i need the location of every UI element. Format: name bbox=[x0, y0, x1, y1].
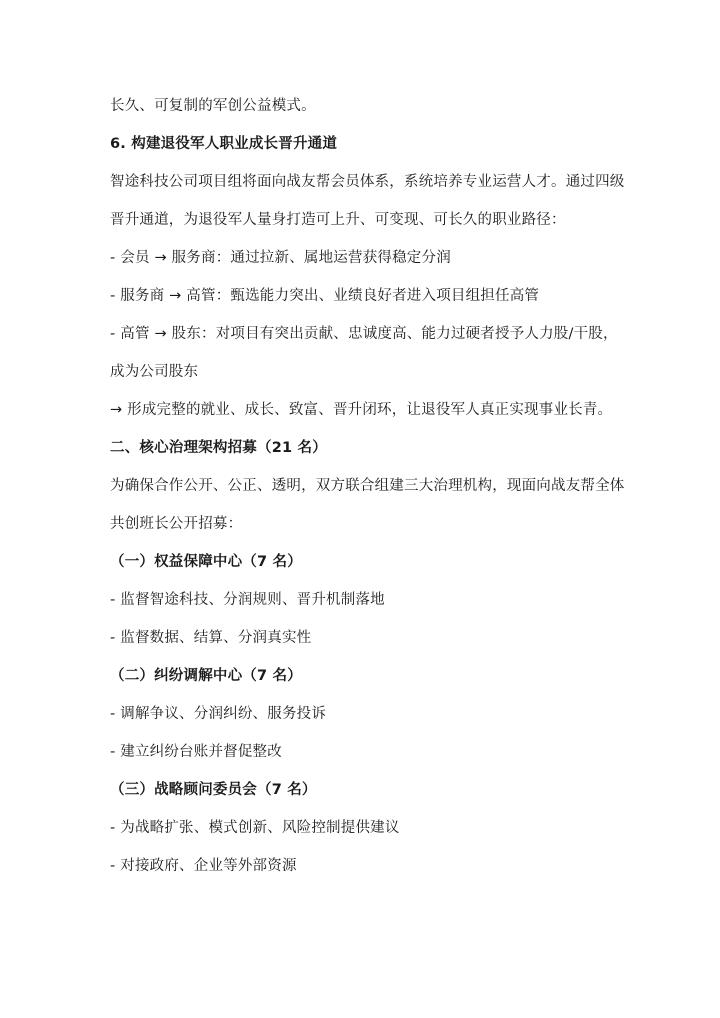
section-heading: 6. 构建退役军人职业成长晋升通道 bbox=[110, 136, 338, 152]
text-line: → 形成完整的就业、成长、致富、晋升闭环，让退役军人真正实现事业长青。 bbox=[110, 402, 613, 418]
document-body bbox=[110, 91, 630, 889]
text-line: 智途科技公司项目组将面向战友帮会员体系，系统培养专业运营人才。通过四级 bbox=[110, 174, 625, 190]
text-line: 共创班长公开招募： bbox=[110, 516, 243, 532]
subsection-heading: （二）纠纷调解中心（7 名） bbox=[110, 668, 302, 684]
section-heading: 二、核心治理架构招募（21 名） bbox=[110, 440, 327, 456]
list-item: - 服务商 → 高管：甄选能力突出、业绩良好者进入项目组担任高管 bbox=[110, 288, 540, 304]
text-line: 成为公司股东 bbox=[110, 364, 199, 380]
list-item: - 监督智途科技、分润规则、晋升机制落地 bbox=[110, 592, 385, 608]
list-item: - 会员 → 服务商：通过拉新、属地运营获得稳定分润 bbox=[110, 250, 451, 266]
list-item: - 建立纠纷台账并督促整改 bbox=[110, 744, 282, 760]
text-line: 为确保合作公开、公正、透明，双方联合组建三大治理机构，现面向战友帮全体 bbox=[110, 478, 625, 494]
list-item: - 调解争议、分润纠纷、服务投诉 bbox=[110, 706, 327, 722]
text-line: 长久、可复制的军创公益模式。 bbox=[110, 98, 316, 114]
subsection-heading: （一）权益保障中心（7 名） bbox=[110, 554, 302, 570]
text-line: 晋升通道，为退役军人量身打造可上升、可变现、可长久的职业路径： bbox=[110, 212, 566, 228]
list-item: - 对接政府、企业等外部资源 bbox=[110, 858, 297, 874]
list-item: - 监督数据、结算、分润真实性 bbox=[110, 630, 312, 646]
subsection-heading: （三）战略顾问委员会（7 名） bbox=[110, 782, 317, 798]
list-item: - 高管 → 股东：对项目有突出贡献、忠诚度高、能力过硬者授予人力股/干股， bbox=[110, 326, 618, 342]
list-item: - 为战略扩张、模式创新、风险控制提供建议 bbox=[110, 820, 400, 836]
